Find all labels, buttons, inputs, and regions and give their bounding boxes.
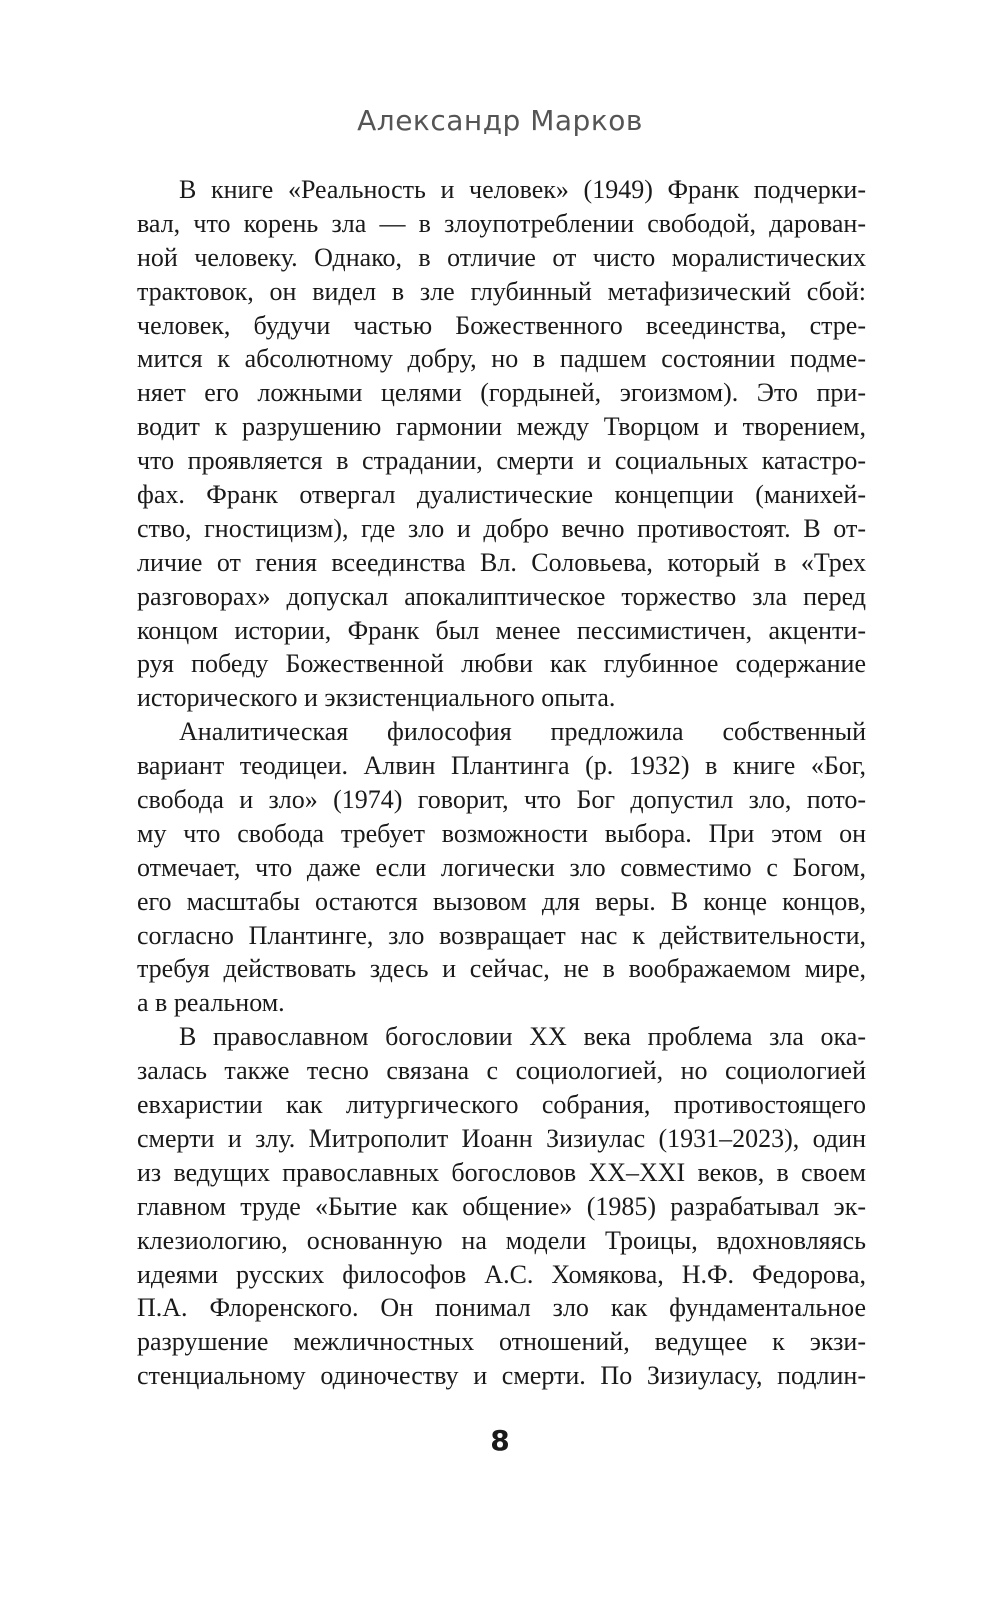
text-line: му что свобода требует возможности выбора. При этом он: [137, 818, 866, 848]
text-line: ной человеку. Однако, в отличие от чисто моралистических: [137, 242, 866, 272]
text-line: согласно Плантинге, зло возвращает нас к действительности,: [137, 920, 866, 950]
text-line: евхаристии как литургического собрания, противостоящего: [137, 1090, 866, 1120]
text-line: мится к абсолютному добру, но в падшем состоянии подме-: [137, 344, 866, 374]
text-line: Аналитическая философия предложила собственный: [179, 717, 866, 747]
text-line: человек, будучи частью Божественного всеединства, стре-: [137, 310, 866, 340]
text-line: вариант теодицеи. Алвин Плантинга (р. 1932) в книге «Бог,: [137, 751, 866, 781]
text-line: требуя действовать здесь и сейчас, не в воображаемом мире,: [137, 954, 866, 984]
text-line: что проявляется в страдании, смерти и социальных катастро-: [137, 446, 866, 476]
text-line: В православном богословии XX века проблема зла ока-: [179, 1022, 866, 1052]
text-line: главном труде «Бытие как общение» (1985) разрабатывал эк-: [137, 1191, 866, 1221]
text-line: ство, гностицизм), где зло и добро вечно противостоят. В от-: [137, 513, 866, 543]
text-line: В книге «Реальность и человек» (1949) Франк подчерки-: [179, 175, 866, 204]
text-line: исторического и экзистенциального опыта.: [137, 683, 616, 713]
text-line: идеями русских философов А.С. Хомякова, Н.Ф. Федорова,: [137, 1259, 866, 1289]
text-line: стенциальному одиночеству и смерти. По Зизиуласу, подлин-: [137, 1361, 866, 1391]
text-line: разговорах» допускал апокалиптическое торжество зла перед: [137, 581, 866, 611]
body-text: [137, 173, 866, 1393]
text-line: фах. Франк отвергал дуалистические концепции (манихей-: [137, 480, 866, 510]
text-line: свобода и зло» (1974) говорит, что Бог допустил зло, пото-: [137, 785, 866, 815]
text-line: личие от гения всеединства Вл. Соловьева, который в «Трех: [137, 547, 866, 577]
page-number: 8: [490, 1424, 510, 1457]
text-line: водит к разрушению гармонии между Творцом и творением,: [137, 412, 866, 442]
text-line: руя победу Божественной любви как глубинное содержание: [137, 649, 866, 679]
text-line: его масштабы остаются вызовом для веры. В конце концов,: [137, 886, 866, 916]
text-line: отмечает, что даже если логически зло совместимо с Богом,: [137, 852, 866, 882]
text-line: П.А. Флоренского. Он понимал зло как фундаментальное: [137, 1293, 866, 1323]
text-line: трактовок, он видел в зле глубинный метафизический сбой:: [137, 276, 866, 306]
paragraph-2: [137, 715, 866, 1020]
text-line: разрушение межличностных отношений, ведущее к экзи-: [137, 1327, 866, 1357]
paragraph-1: [137, 173, 866, 715]
text-line: залась также тесно связана с социологией, но социологией: [137, 1056, 866, 1086]
text-line: из ведущих православных богословов XX–XXI веков, в своем: [137, 1157, 866, 1187]
text-line: смерти и злу. Митрополит Иоанн Зизиулас (1931–2023), один: [137, 1123, 866, 1153]
text-line: концом истории, Франк был менее пессимистичен, акценти-: [137, 615, 866, 645]
paragraph-3: [137, 1020, 866, 1393]
text-line: няет его ложными целями (гордыней, эгоизмом). Это при-: [137, 378, 866, 408]
text-line: а в реальном.: [137, 988, 285, 1018]
text-line: вал, что корень зла — в злоупотреблении свободой, дарован-: [137, 208, 866, 238]
running-head-author: Александр Марков: [357, 104, 643, 137]
text-line: клезиологию, основанную на модели Троицы, вдохновляясь: [137, 1225, 866, 1255]
